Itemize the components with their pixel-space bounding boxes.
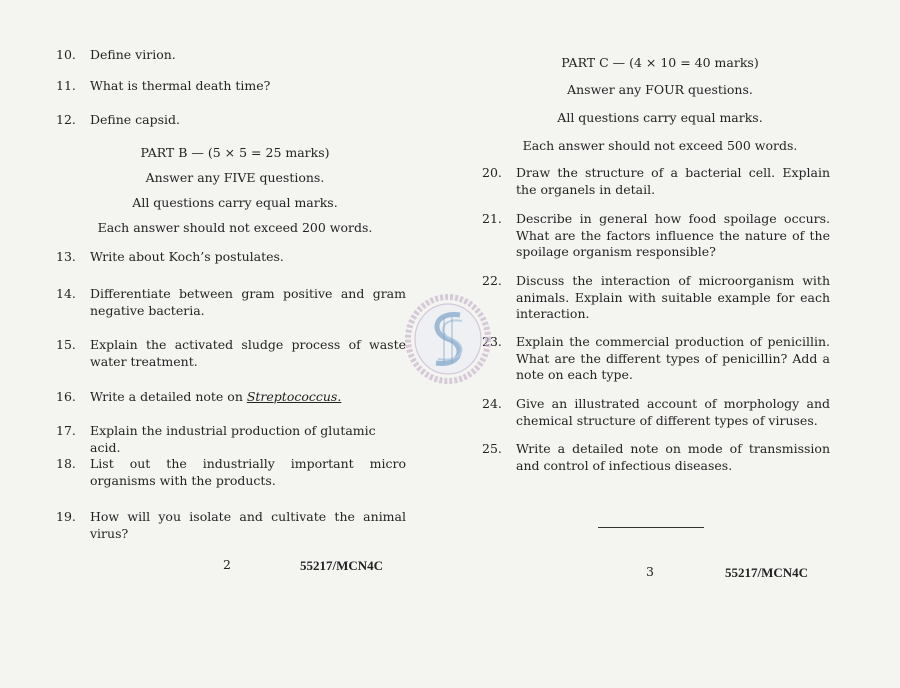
question-14: 14. Differentiate between gram positive and gram negative bacteria. (56, 286, 406, 318)
page-2: 10. Define virion. 11. What is thermal death time? 12. Define capsid. PART B — (5 × 5 = 25 marks) Answer any FIVE questions. All questions carry equal marks. Each answer should not exceed 200 words. 13. Write about Koch’s postulates. 14. Differentiate between gram positive and gram negative bacteria. 15. Explain the activated sludge process of waste water treatment. 16. Write a detailed note on Streptococcus. 17. Explain the industrial production of glutamic acid. 18. List out the industrially important micro organisms with the products. 19. How will you isolate and cultivate the animal virus? 2 55217/MCN4C (56, 47, 406, 573)
part-c-instruction-3: Each answer should not exceed 500 words. (522, 138, 798, 153)
institution-seal-icon (404, 293, 492, 385)
part-b-heading: PART B — (5 × 5 = 25 marks) (140, 145, 330, 160)
part-b-instruction-3: Each answer should not exceed 200 words. (97, 220, 373, 235)
end-of-paper-rule (598, 527, 704, 528)
paper-code: 55217/MCN4C (300, 558, 384, 573)
page-number: 2 (223, 557, 231, 572)
part-b-instruction-1: Answer any FIVE questions. (145, 170, 325, 185)
organism-name: Streptococcus. (246, 389, 342, 404)
page-3 (450, 0, 900, 688)
question-25: 25. Write a detailed note on mode of transmission and control of infectious diseases. (482, 441, 830, 473)
question-21: 21. Describe in general how food spoilage occurs. What are the factors influence the nature of the spoilage organism responsible? (482, 211, 830, 259)
question-20: 20. Draw the structure of a bacterial cell. Explain the organels in detail. (482, 165, 830, 197)
question-19: 19. How will you isolate and cultivate the animal virus? (56, 509, 406, 541)
question-18: 18. List out the industrially important micro organisms with the products. (56, 456, 406, 488)
question-15: 15. Explain the activated sludge process of waste water treatment. (56, 337, 406, 369)
part-b-instruction-2: All questions carry equal marks. (132, 195, 338, 210)
question-24: 24. Give an illustrated account of morphology and chemical structure of different types of viruses. (482, 396, 830, 428)
part-c-heading: PART C — (4 × 10 = 40 marks) (561, 55, 759, 70)
part-c-instruction-2: All questions carry equal marks. (557, 110, 763, 125)
page-number: 3 (646, 564, 654, 579)
question-22: 22. Discuss the interaction of microorganism with animals. Explain with suitable example for each interaction. (482, 273, 830, 321)
part-c-instruction-1: Answer any FOUR questions. (567, 82, 753, 97)
paper-code: 55217/MCN4C (725, 565, 809, 580)
question-23: 23. Explain the commercial production of penicillin. What are the different types of penicillin? Add a note on each type. (482, 334, 830, 382)
